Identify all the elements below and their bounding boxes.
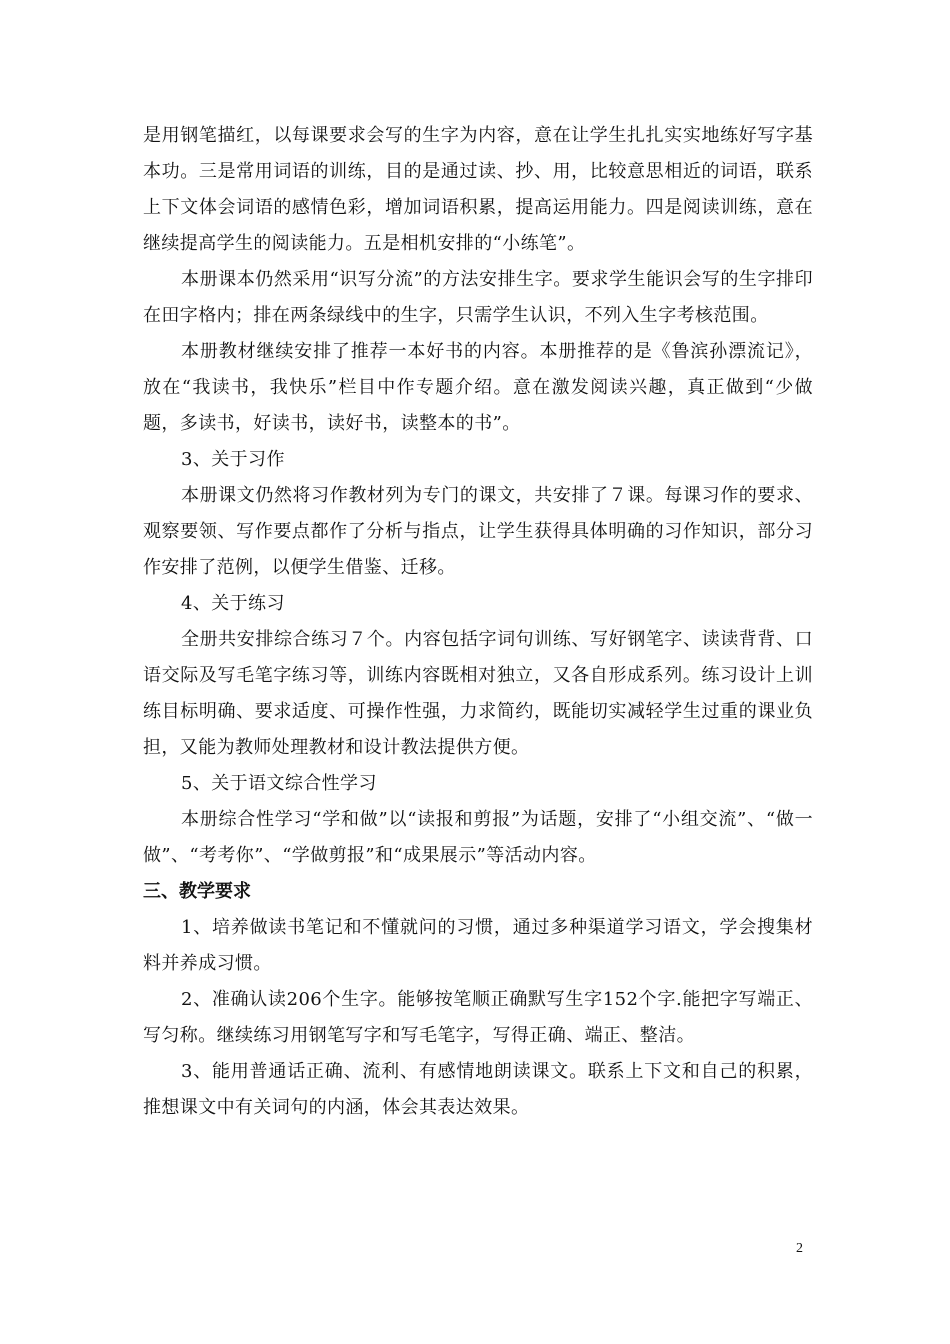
section-heading-teaching-requirements: 三、教学要求 — [143, 881, 251, 902]
paragraph-recommended-book: 本册教材继续安排了推荐一本好书的内容。本册推荐的是《鲁滨孙漂流记》，放在“我读书，我快乐”栏目中作专题介绍。意在激发阅读兴趣，真正做到“少做题，多读书，好读书，读好书，读整本的书”。 — [143, 341, 813, 434]
requirement-1: 1、培养做读书笔记和不懂就问的习惯，通过多种渠道学习语文，学会搜集材料并养成习惯。 — [143, 917, 813, 974]
document-body — [143, 118, 813, 1126]
paragraph-continued: 是用钢笔描红，以每课要求会写的生字为内容，意在让学生扎扎实实地练好写字基本功。三是常用词语的训练，目的是通过读、抄、用，比较意思相近的词语，联系上下文体会词语的感情色彩，增加词语积累，提高运用能力。四是阅读训练，意在继续提高学生的阅读能力。五是相机安排的“小练笔”。 — [143, 125, 813, 254]
page-number: 2 — [796, 1241, 803, 1256]
paragraph-exercises: 全册共安排综合练习７个。内容包括字词句训练、写好钢笔字、读读背背、口语交际及写毛笔字练习等，训练内容既相对独立，又各自形成系列。练习设计上训练目标明确、要求适度、可操作性强，力求简约，既能切实减轻学生过重的课业负担，又能为教师处理教材和设计教法提供方便。 — [143, 629, 813, 758]
paragraph-literacy: 本册课本仍然采用“识写分流”的方法安排生字。要求学生能识会写的生字排印在田字格内；排在两条绿线中的生字，只需学生认识，不列入生字考核范围。 — [143, 269, 813, 326]
subheading-comprehensive-learning: 5、关于语文综合性学习 — [181, 773, 377, 794]
paragraph-writing: 本册课文仍然将习作教材列为专门的课文，共安排了７课。每课习作的要求、观察要领、写作要点都作了分析与指点，让学生获得具体明确的习作知识，部分习作安排了范例，以便学生借鉴、迁移。 — [143, 485, 813, 578]
subheading-exercises: 4、关于练习 — [181, 593, 285, 614]
subheading-writing: 3、关于习作 — [181, 449, 285, 470]
requirement-2: 2、准确认读206个生字。能够按笔顺正确默写生字152个字.能把字写端正、写匀称。继续练习用钢笔写字和写毛笔字，写得正确、端正、整洁。 — [143, 989, 813, 1046]
paragraph-comprehensive-learning: 本册综合性学习“学和做”以“读报和剪报”为话题，安排了“小组交流”、“做一做”、“考考你”、“学做剪报”和“成果展示”等活动内容。 — [143, 809, 813, 866]
requirement-3: 3、能用普通话正确、流利、有感情地朗读课文。联系上下文和自己的积累，推想课文中有关词句的内涵，体会其表达效果。 — [143, 1061, 813, 1118]
